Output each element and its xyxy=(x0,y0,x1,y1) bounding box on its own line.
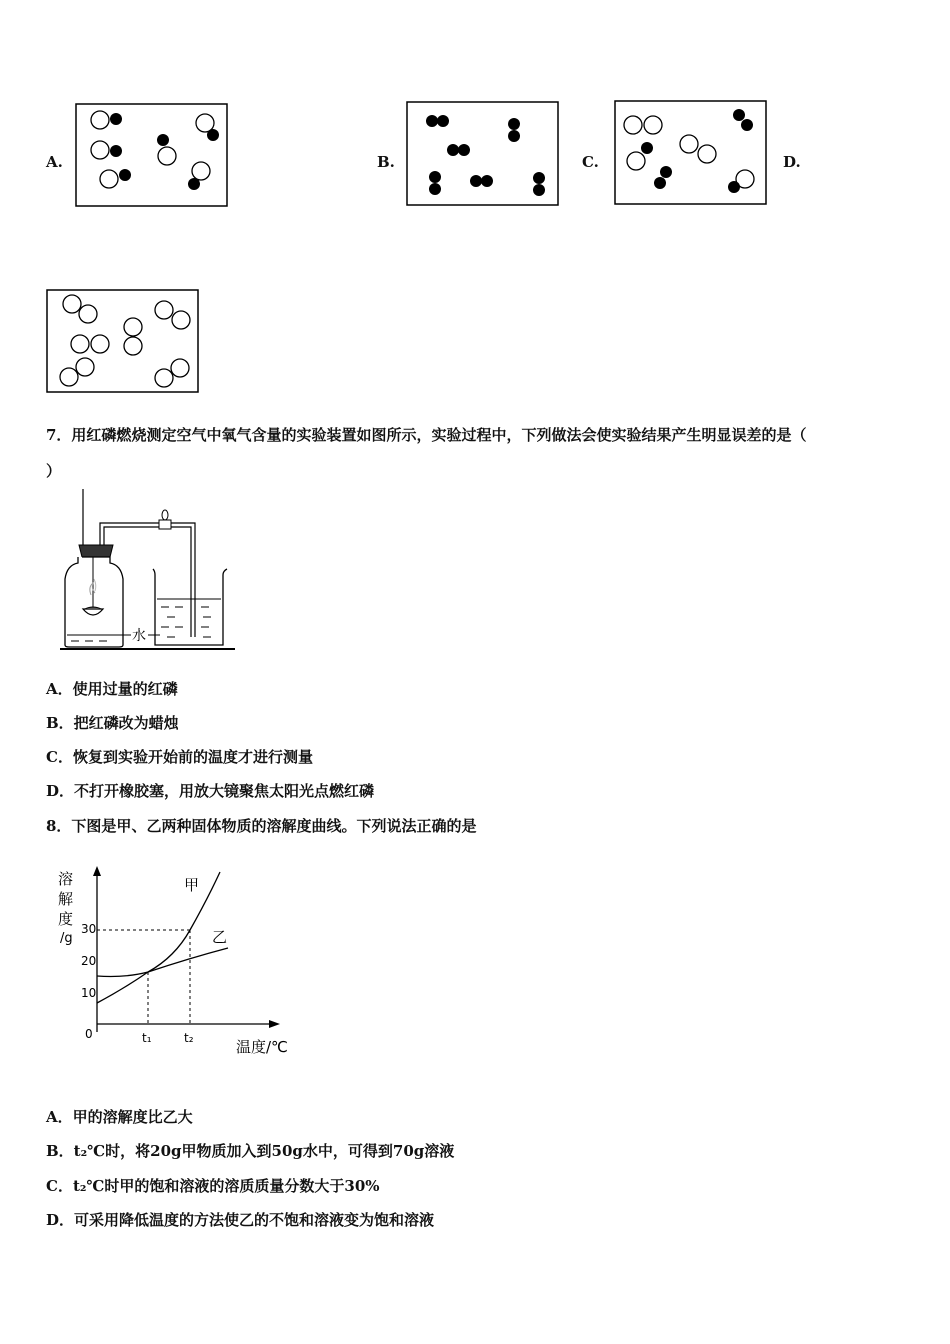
series-jia-label: 甲 xyxy=(184,876,200,894)
x-tick-t1: t₁ xyxy=(142,1031,152,1045)
y-tick-30: 30 xyxy=(81,922,97,936)
q6-option-a-label: A. xyxy=(46,153,63,171)
x-axis-label: 温度/℃ xyxy=(236,1038,288,1056)
ylabel-char-2: 解 xyxy=(58,890,74,908)
q6-diagram-b xyxy=(406,101,559,206)
y-tick-10: 10 xyxy=(81,986,97,1000)
q6-diagram-a xyxy=(75,103,228,207)
q8-option-a: A．甲的溶解度比乙大 xyxy=(46,1108,193,1126)
x-axis-arrow xyxy=(269,1020,280,1028)
q8-stem: 8．下图是甲、乙两种固体物质的溶解度曲线。下列说法正确的是 xyxy=(46,817,477,835)
q8-option-c: C．t₂℃时甲的饱和溶液的溶质质量分数大于30% xyxy=(46,1177,380,1195)
q8-option-b: B．t₂℃时，将20g甲物质加入到50g水中，可得到70g溶液 xyxy=(46,1142,455,1160)
q6-option-d-label: D. xyxy=(783,153,801,171)
series-yi-label: 乙 xyxy=(212,928,228,946)
solubility-chart xyxy=(50,862,300,1062)
q6-option-c-label: C. xyxy=(582,153,599,171)
q7-option-c: C．恢复到实验开始前的温度才进行测量 xyxy=(46,748,313,766)
origin-label: 0 xyxy=(85,1027,93,1041)
y-axis-arrow xyxy=(93,866,101,876)
series-jia-curve xyxy=(97,872,220,1003)
ylabel-char-3: 度 xyxy=(58,910,74,928)
x-tick-t2: t₂ xyxy=(184,1031,194,1045)
q8-option-d: D．可采用降低温度的方法使乙的不饱和溶液变为饱和溶液 xyxy=(46,1211,435,1229)
y-tick-20: 20 xyxy=(81,954,97,968)
q7-option-b: B．把红磷改为蜡烛 xyxy=(46,714,179,732)
ylabel-char-4: /g xyxy=(60,931,73,946)
ylabel-char-1: 溶 xyxy=(58,870,74,888)
q6-diagram-d xyxy=(46,289,199,393)
q7-stem: 7．用红磷燃烧测定空气中氧气含量的实验装置如图所示，实验过程中，下列做法会使实验结果产生明显误差的是（ xyxy=(46,426,807,444)
q7-option-a: A．使用过量的红磷 xyxy=(46,680,178,698)
q7-stem-end: ） xyxy=(46,462,62,480)
q7-option-d: D．不打开橡胶塞，用放大镜聚焦太阳光点燃红磷 xyxy=(46,782,375,800)
water-label: 水 xyxy=(132,628,146,644)
q6-option-b-label: B. xyxy=(377,153,395,171)
q7-apparatus-diagram xyxy=(55,487,240,655)
q6-diagram-c xyxy=(614,100,767,205)
